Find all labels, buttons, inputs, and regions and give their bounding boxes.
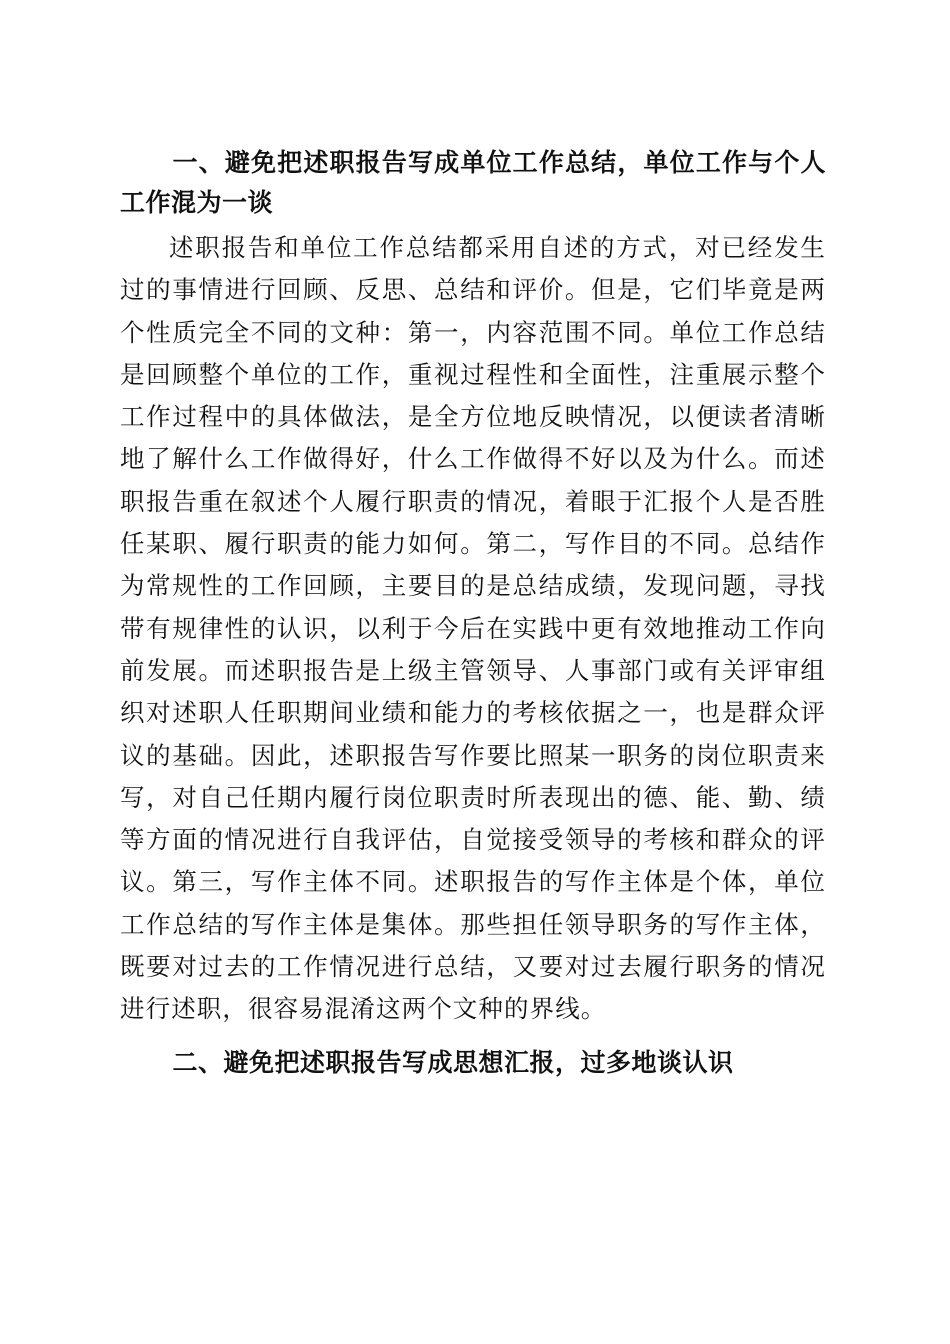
- section-heading-2: 二、避免把述职报告写成思想汇报，过多地谈认识: [172, 1047, 734, 1077]
- section-heading-1: 一、避免把述职报告写成单位工作总结，单位工作与个人工作混为一谈: [120, 148, 826, 217]
- section-paragraph-1: 述职报告和单位工作总结都采用自述的方式，对已经发生过的事情进行回顾、反思、总结和评价。但是，它们毕竟是两个性质完全不同的文种：第一，内容范围不同。单位工作总结是回顾整个单位的工作，重视过程性和全面性，注重展示整个工作过程中的具体做法，是全方位地反映情况，以便读者清晰地了解什么工作做得好，什么工作做得不好以及为什么。而述职报告重在叙述个人履行职责的情况，着眼于汇报个人是否胜任某职、履行职责的能力如何。第二，写作目的不同。总结作为常规性的工作回顾，主要目的是总结成绩，发现问题，寻找带有规律性的认识，以利于今后在实践中更有效地推动工作向前发展。而述职报告是上级主管领导、人事部门或有关评审组织对述职人任职期间业绩和能力的考核依据之一，也是群众评议的基础。因此，述职报告写作要比照某一职务的岗位职责来写，对自己任期内履行岗位职责时所表现出的德、能、勤、绩等方面的情况进行自我评估，自觉接受领导的考核和群众的评议。第三，写作主体不同。述职报告的写作主体是个体，单位工作总结的写作主体是集体。那些担任领导职务的写作主体，既要对过去的工作情况进行总结，又要对过去履行职务的情况进行述职，很容易混淆这两个文种的界线。: [120, 233, 826, 1024]
- document-content: [120, 143, 826, 1083]
